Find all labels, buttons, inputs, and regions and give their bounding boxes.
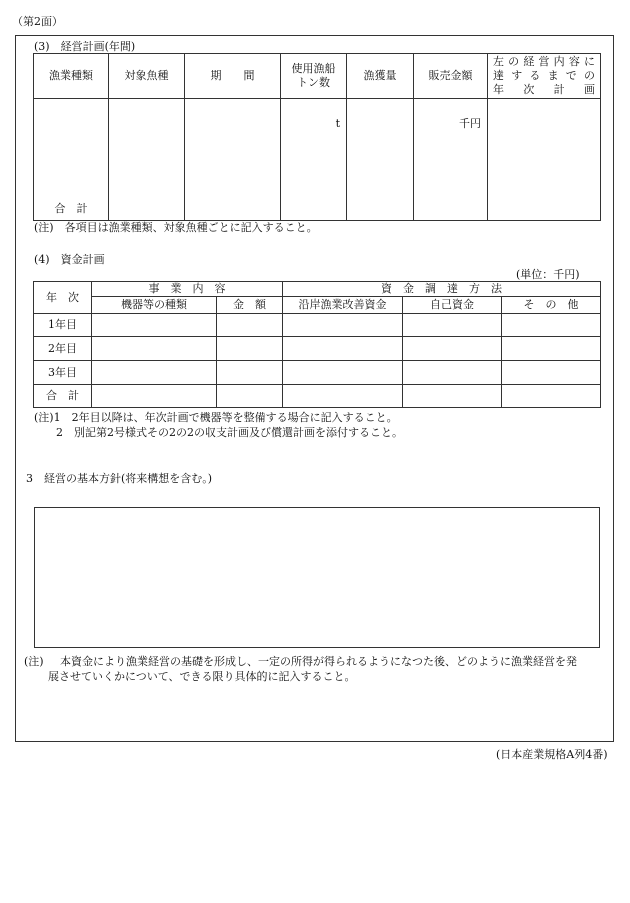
row-label-year3: 3年目 [34,361,92,385]
business-plan-table [33,53,601,221]
header-other: そ の 他 [502,297,601,314]
header-sales-amount: 販売金額 [414,54,488,99]
cell-own-funds[interactable] [403,385,502,408]
cell-amount[interactable] [217,314,283,337]
cell-improvement-fund[interactable] [283,385,403,408]
cell-other[interactable] [502,361,601,385]
row-label-year2: 2年目 [34,337,92,361]
section4-unit: (単位：千円) [516,268,580,281]
header-funding-method: 資 金 調 達 方 法 [283,282,601,297]
cell-own-funds[interactable] [403,361,502,385]
cell-other[interactable] [502,385,601,408]
cell-sales-amount[interactable] [414,99,488,221]
basic-policy-note-prefix: (注) [24,655,44,668]
cell-period[interactable] [185,99,281,221]
header-business-content: 事 業 内 容 [92,282,283,297]
section3-heading: (3) 経営計画(年間) [34,40,136,53]
section4-note-2: 2 別記第2号様式その2の2の収支計画及び償還計画を添付すること。 [56,426,403,439]
header-target-species: 対象魚種 [109,54,185,99]
cell-vessel-tonnage[interactable] [281,99,347,221]
cell-amount[interactable] [217,385,283,408]
unit-tonnage: t [335,117,340,130]
section3-note: (注) 各項目は漁業種類、対象魚種ごとに記入すること。 [34,221,318,234]
cell-equipment[interactable] [92,314,217,337]
cell-improvement-fund[interactable] [283,314,403,337]
footer-standard: (日本産業規格A列4番) [496,748,608,761]
header-fishery-type: 漁業種類 [34,54,109,99]
cell-own-funds[interactable] [403,337,502,361]
section4-heading: (4) 資金計画 [34,253,105,266]
page-label: （第2面） [12,15,63,28]
cell-equipment[interactable] [92,385,217,408]
cell-own-funds[interactable] [403,314,502,337]
row-label-year1: 1年目 [34,314,92,337]
funding-plan-table [33,281,601,408]
cell-amount[interactable] [217,337,283,361]
row-label-total: 合 計 [34,385,92,408]
header-annual-plan: 左の経営内容に 達するまでの 年次計画 [488,54,601,99]
basic-policy-note-line2: 展させていくかについて、できる限り具体的に記入すること。 [48,670,356,683]
header-period: 期 間 [185,54,281,99]
header-year: 年 次 [34,282,92,314]
cell-equipment[interactable] [92,337,217,361]
cell-equipment[interactable] [92,361,217,385]
header-catch-volume: 漁獲量 [347,54,414,99]
cell-target-species[interactable] [109,99,185,221]
section4-note-1: (注)1 2年目以降は、年次計画で機器等を整備する場合に記入すること。 [34,411,398,424]
cell-annual-plan[interactable] [488,99,601,221]
cell-other[interactable] [502,337,601,361]
cell-amount[interactable] [217,361,283,385]
cell-improvement-fund[interactable] [283,361,403,385]
basic-policy-heading: 3 経営の基本方針(将来構想を含む。) [26,472,213,485]
header-own-funds: 自己資金 [403,297,502,314]
cell-catch-volume[interactable] [347,99,414,221]
cell-improvement-fund[interactable] [283,337,403,361]
basic-policy-input[interactable] [34,507,600,648]
header-vessel-tonnage: 使用漁船 トン数 [281,54,347,99]
header-equipment-type: 機器等の種類 [92,297,217,314]
total-label: 合 計 [54,202,88,215]
cell-fishery-type[interactable] [34,99,109,221]
basic-policy-note-line1: 本資金により漁業経営の基礎を形成し、一定の所得が得られるようになつた後、どのように漁業経営を発 [60,655,577,668]
header-amount: 金 額 [217,297,283,314]
cell-other[interactable] [502,314,601,337]
header-improvement-fund: 沿岸漁業改善資金 [283,297,403,314]
unit-sales: 千円 [459,117,481,130]
